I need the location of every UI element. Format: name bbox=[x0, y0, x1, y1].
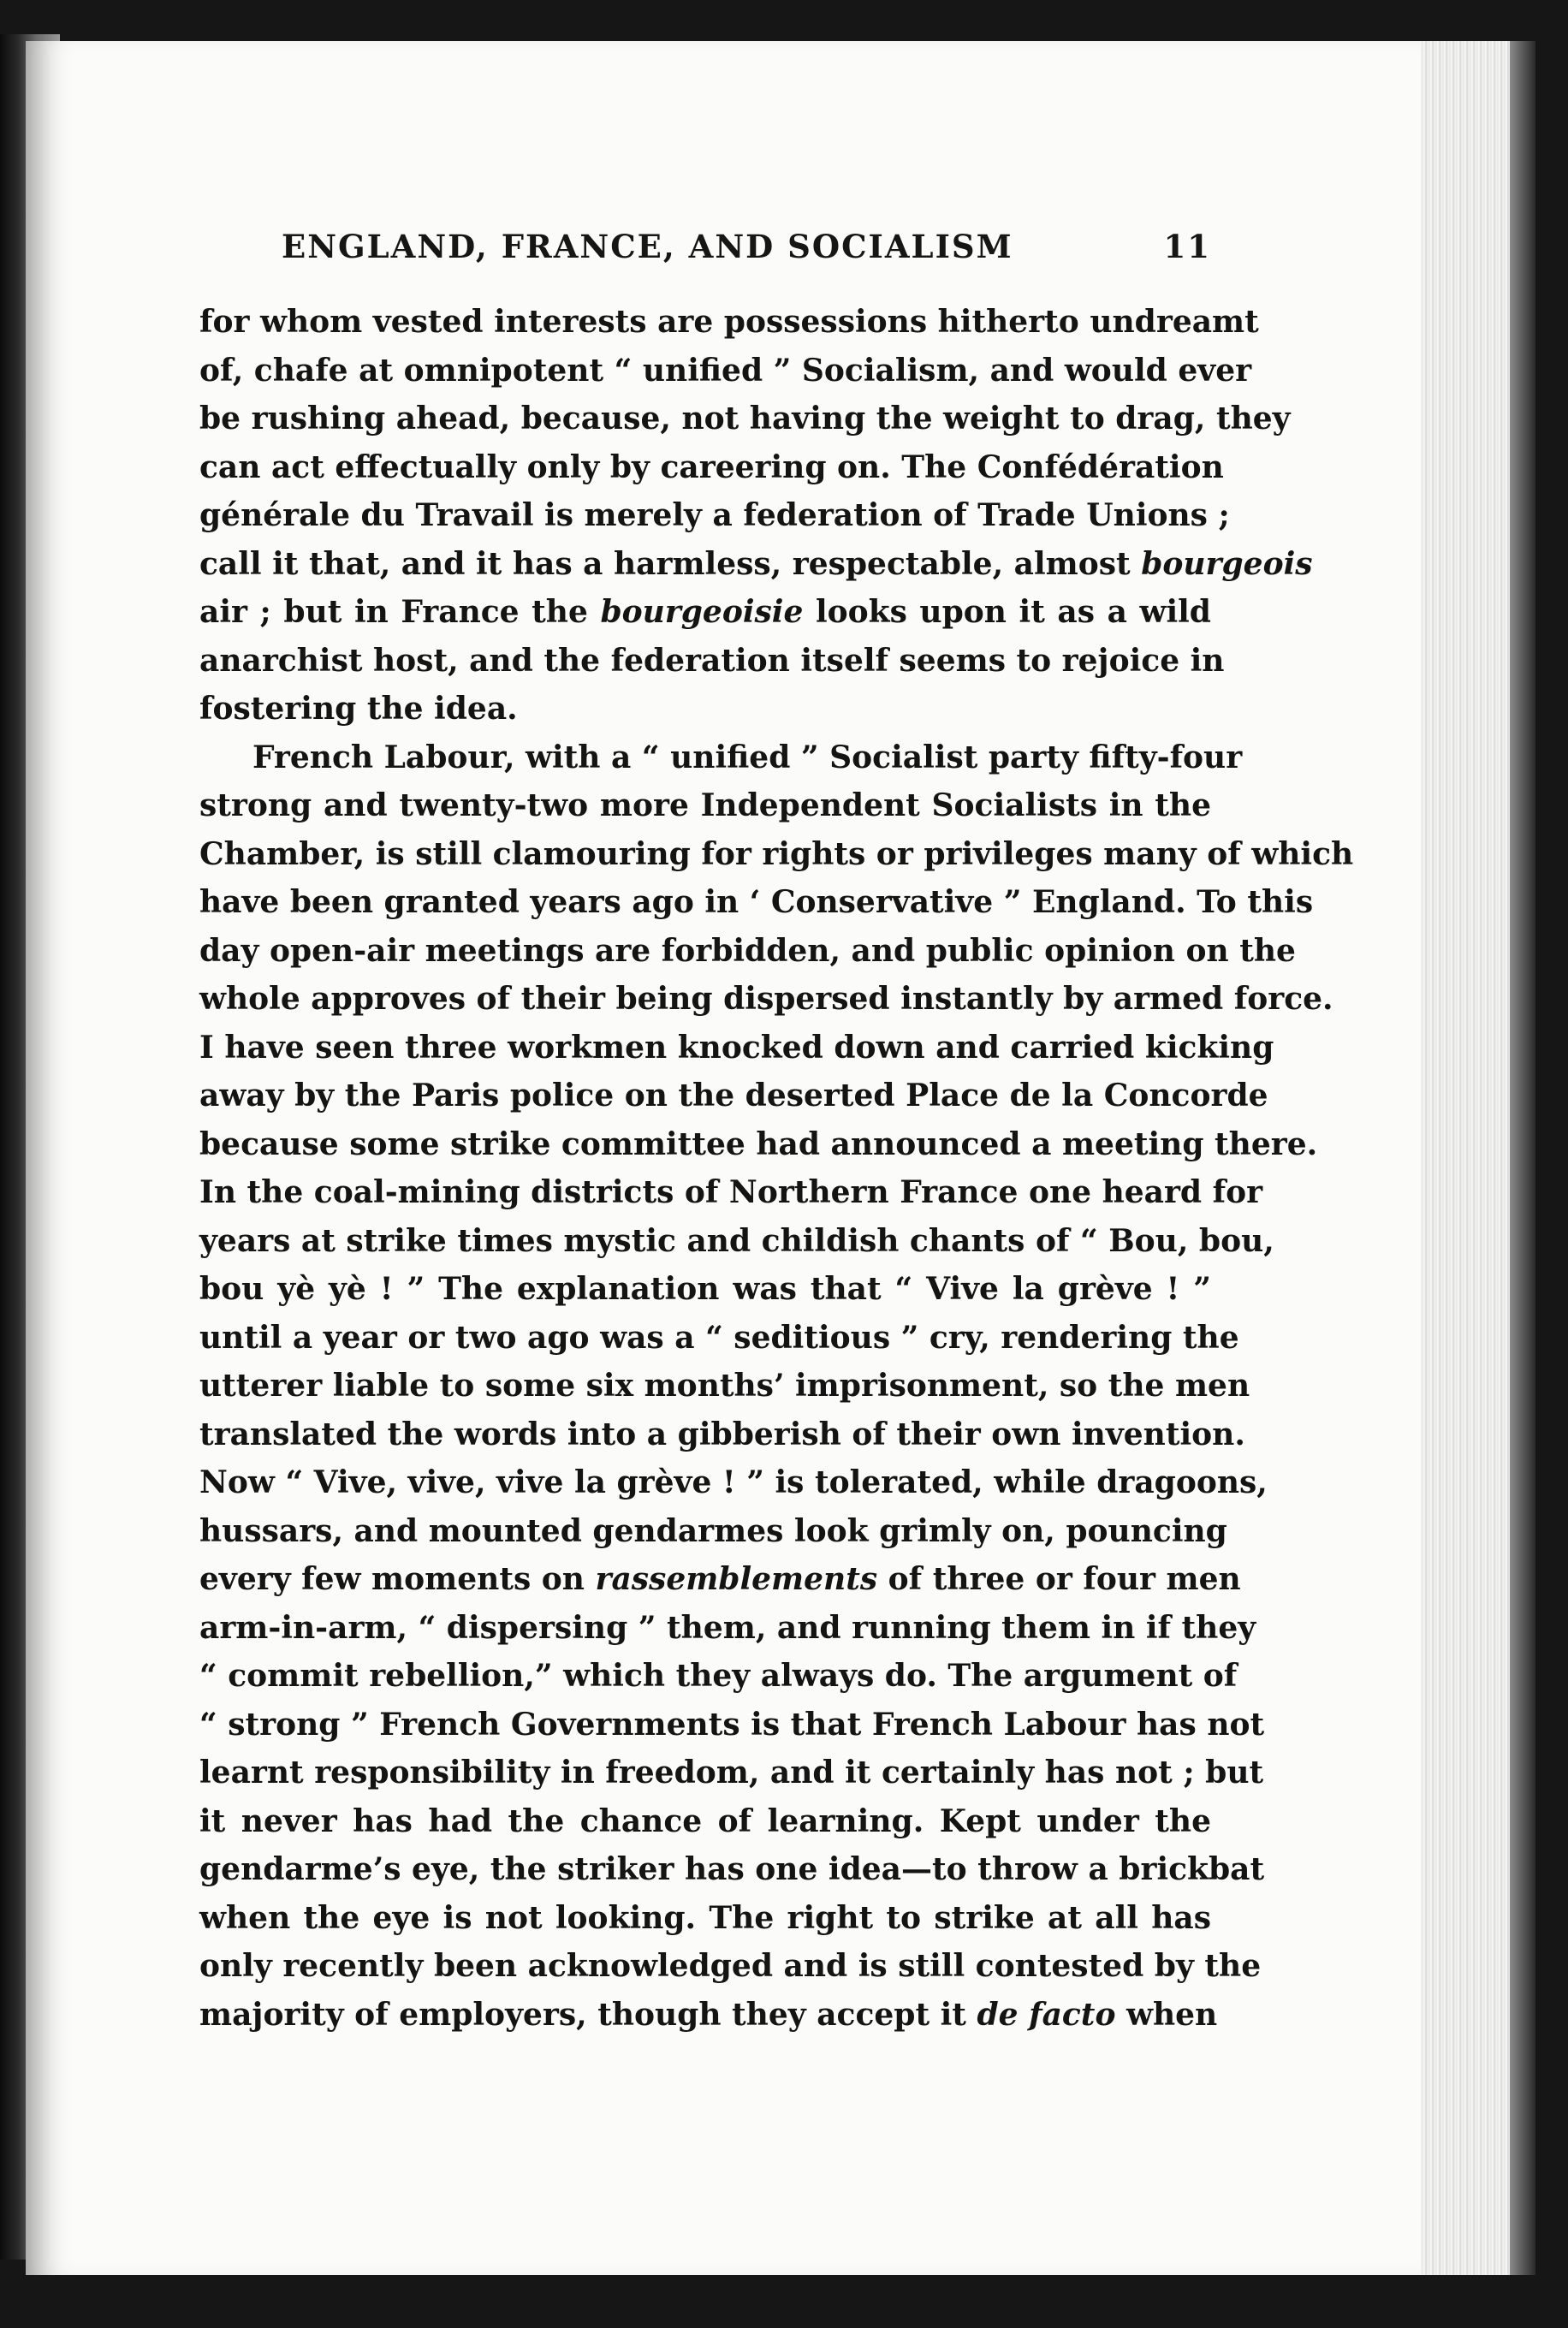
text-line: anarchist host, and the federation itself seems to rejoice in bbox=[199, 642, 1225, 679]
text-line: because some strike committee had announced a meeting there. bbox=[199, 1125, 1318, 1162]
text-line bbox=[199, 1991, 1218, 2040]
italic-term: rassemblements bbox=[595, 1561, 878, 1597]
text-line: gendarme’s eye, the striker has one idea—to throw a brickbat bbox=[199, 1851, 1265, 1887]
text-segment: air ; but in France the bbox=[199, 594, 601, 630]
text-line: learnt responsibility in freedom, and it certainly has not ; but bbox=[199, 1755, 1264, 1791]
page-sheet bbox=[26, 41, 1481, 2275]
text-line: day open-air meetings are forbidden, and public opinion on the bbox=[199, 932, 1296, 969]
text-line: can act effectually only by careering on. The Confédération bbox=[199, 448, 1224, 485]
text-line: for whom vested interests are possessions hitherto undreamt bbox=[199, 304, 1259, 340]
italic-term: de facto bbox=[977, 1996, 1116, 2033]
text-line: bou yè yè ! ” The explanation was that “ Vive la grève ! ” bbox=[199, 1271, 1211, 1307]
text-line: Chamber, is still clamouring for rights or privileges many of which bbox=[199, 835, 1354, 872]
text-line: I have seen three workmen knocked down and carried kicking bbox=[199, 1029, 1274, 1066]
page-number: 11 bbox=[1163, 228, 1211, 265]
text-line: hussars, and mounted gendarmes look grimly on, pouncing bbox=[199, 1512, 1227, 1549]
page-edge-shadow bbox=[1510, 41, 1535, 2275]
text-line: utterer liable to some six months’ imprisonment, so the men bbox=[199, 1368, 1250, 1404]
text-line: it never has had the chance of learning. Kept under the bbox=[199, 1802, 1211, 1839]
text-line bbox=[199, 540, 1313, 589]
text-line: Now “ Vive, vive, vive la grève ! ” is tolerated, while dragoons, bbox=[199, 1464, 1268, 1500]
running-head-title: ENGLAND, FRANCE, AND SOCIALISM bbox=[282, 228, 1013, 265]
text-line: fostering the idea. bbox=[199, 691, 518, 727]
page-edges bbox=[1421, 41, 1510, 2275]
text-line: be rushing ahead, because, not having the weight to drag, they bbox=[199, 401, 1291, 436]
text-segment: majority of employers, though they accept it bbox=[199, 1996, 977, 2033]
text-line: “ commit rebellion,” which they always do. The argument of bbox=[199, 1658, 1238, 1694]
body-text bbox=[199, 298, 1354, 2039]
text-line: arm-in-arm, “ dispersing ” them, and running them in if they bbox=[199, 1609, 1256, 1646]
text-line: have been granted years ago in ‘ Conservative ” England. To this bbox=[199, 884, 1314, 920]
italic-term: bourgeois bbox=[1141, 545, 1313, 582]
text-line: “ strong ” French Governments is that French Labour has not bbox=[199, 1706, 1265, 1743]
text-line: In the coal-mining districts of Northern France one heard for bbox=[199, 1174, 1263, 1210]
text-segment: of three or four men bbox=[877, 1561, 1241, 1597]
text-line: whole approves of their being dispersed instantly by armed force. bbox=[199, 981, 1333, 1017]
text-line: away by the Paris police on the deserted Place de la Concorde bbox=[199, 1078, 1268, 1114]
text-segment: looks upon it as a wild bbox=[803, 594, 1211, 630]
text-line: years at strike times mystic and childish chants of “ Bou, bou, bbox=[199, 1222, 1274, 1259]
text-segment: call it that, and it has a harmless, respectable, almost bbox=[199, 545, 1142, 582]
text-line bbox=[199, 588, 1211, 637]
text-line: French Labour, with a “ unified ” Socialist party fifty-four bbox=[252, 739, 1243, 775]
italic-term: bourgeoisie bbox=[600, 594, 804, 630]
text-line: only recently been acknowledged and is still contested by the bbox=[199, 1948, 1262, 1984]
text-line: when the eye is not looking. The right to strike at all has bbox=[199, 1899, 1211, 1936]
text-line: générale du Travail is merely a federation of Trade Unions ; bbox=[199, 497, 1230, 533]
text-line bbox=[199, 1555, 1241, 1604]
text-segment: every few moments on bbox=[199, 1561, 596, 1597]
text-line: translated the words into a gibberish of their own invention. bbox=[199, 1416, 1245, 1452]
text-line: of, chafe at omnipotent “ unified ” Socialism, and would ever bbox=[199, 352, 1252, 389]
text-line: strong and twenty-two more Independent Socialists in the bbox=[199, 787, 1211, 823]
text-line: until a year or two ago was a “ seditious ” cry, rendering the bbox=[199, 1319, 1239, 1356]
running-head bbox=[199, 228, 1211, 276]
text-segment: when bbox=[1115, 1996, 1218, 2033]
